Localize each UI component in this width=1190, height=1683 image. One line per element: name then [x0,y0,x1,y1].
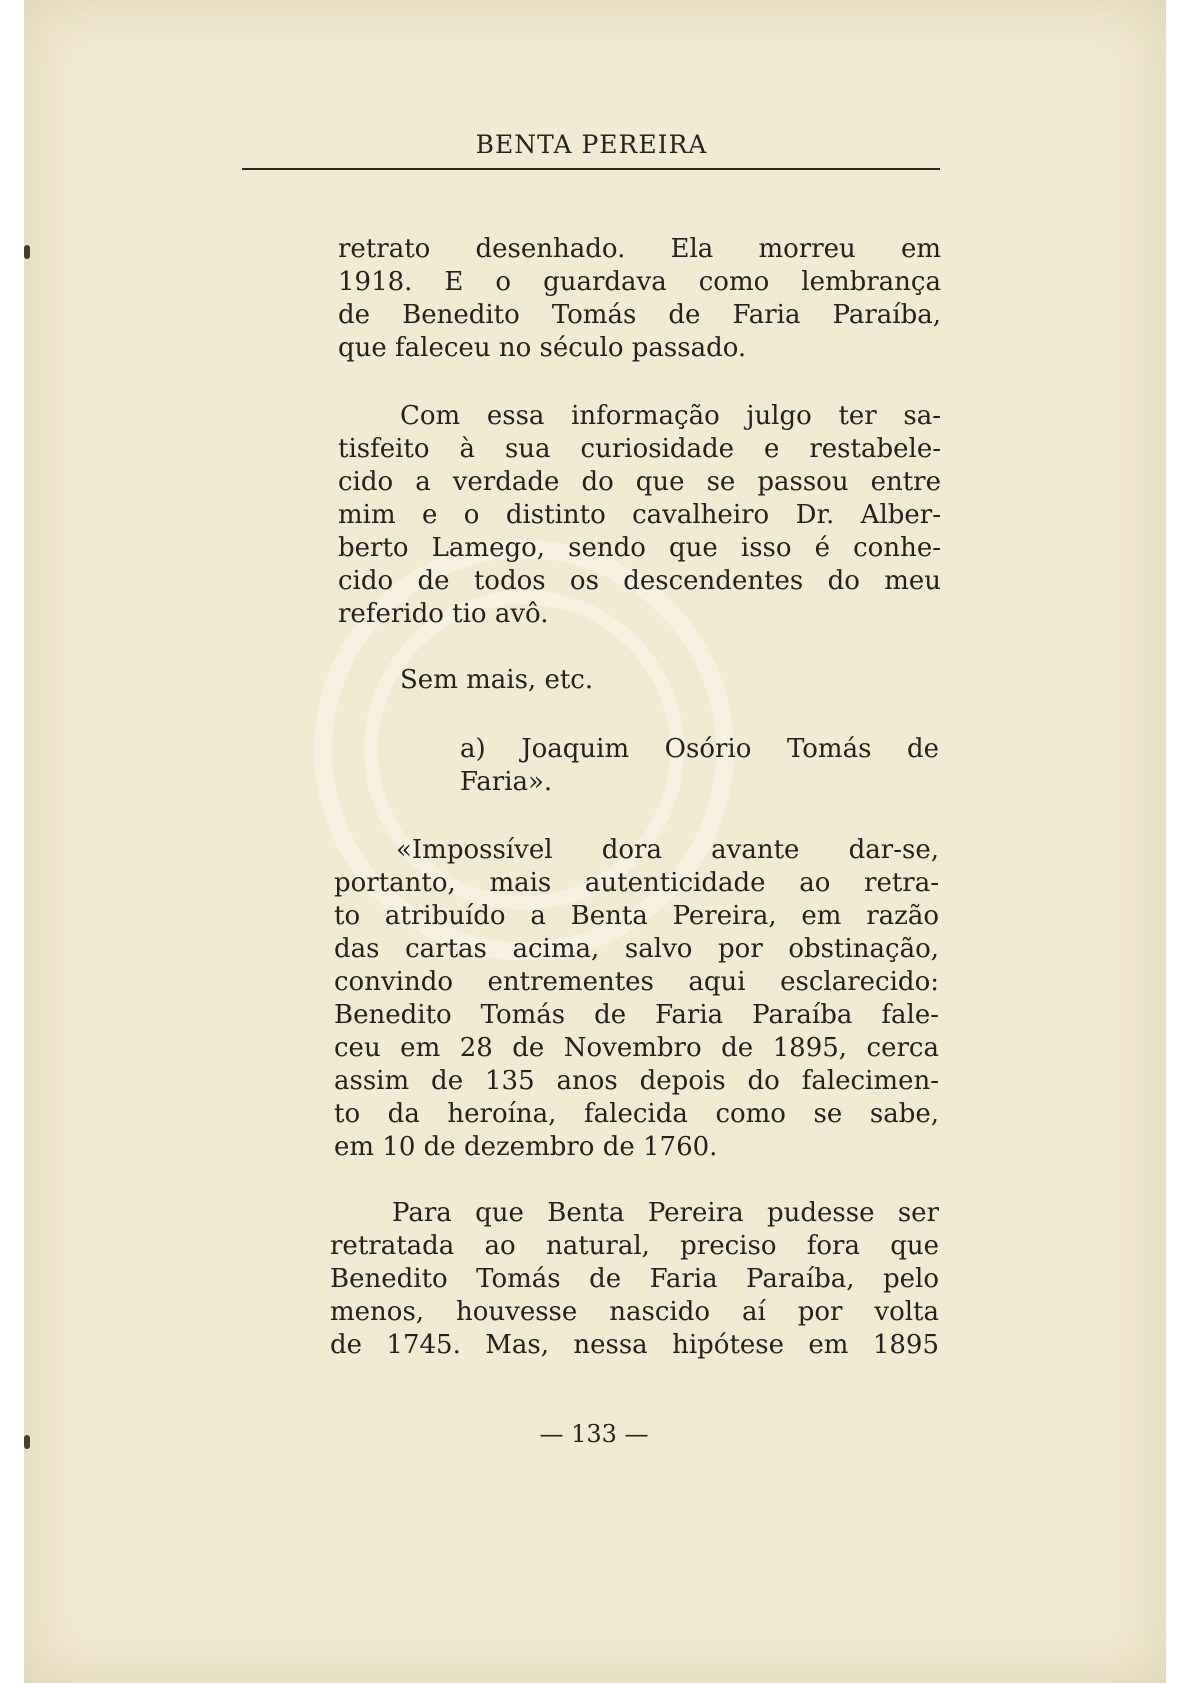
text-line: Faria». [460,767,553,797]
paragraph-5 [334,834,939,1164]
paragraph-3 [338,664,941,697]
text-line: Benedito Tomás de Faria Paraíba fale- [334,1000,939,1030]
paragraph-1 [338,233,941,365]
paragraph-6 [330,1197,939,1362]
margin-mark-top [24,245,30,259]
text-line: «Impossível dora avante dar-se, [396,835,939,865]
margin-mark-bottom [24,1435,30,1449]
text-line: das cartas acima, salvo por obstinação, [334,934,939,964]
text-line: a) Joaquim Osório Tomás de [460,734,939,764]
text-line: Com essa informação julgo ter sa- [400,401,941,431]
text-line: 1918. E o guardava como lembrança [338,267,941,297]
text-line: to atribuído a Benta Pereira, em razão [334,901,939,931]
text-line: retrato desenhado. Ela morreu em [338,234,941,264]
text-line: Benedito Tomás de Faria Paraíba, pelo [330,1264,939,1294]
text-line: ceu em 28 de Novembro de 1895, cerca [334,1033,939,1063]
signature-block [338,733,939,799]
text-line: menos, houvesse nascido aí por volta [330,1297,939,1327]
text-line: de Benedito Tomás de Faria Paraíba, [338,300,941,330]
text-line: Sem mais, etc. [400,665,594,695]
page-number: — 133 — [539,1420,649,1448]
text-line: to da heroína, falecida como se sabe, [334,1099,939,1129]
text-line: de 1745. Mas, nessa hipótese em 1895 [330,1330,939,1360]
text-line: tisfeito à sua curiosidade e restabele- [338,434,941,464]
text-line: referido tio avô. [338,599,549,629]
text-line: em 10 de dezembro de 1760. [334,1132,718,1162]
running-head-rule [242,168,940,170]
text-line: mim e o distinto cavalheiro Dr. Alber- [338,500,941,530]
text-line: convindo entrementes aqui esclarecido: [334,967,939,997]
text-line: assim de 135 anos depois do falecimen- [334,1066,939,1096]
paragraph-2 [338,400,941,631]
text-line: cido de todos os descendentes do meu [338,566,941,596]
running-head: BENTA PEREIRA [475,130,708,159]
text-line: retratada ao natural, preciso fora que [330,1231,939,1261]
text-line: Para que Benta Pereira pudesse ser [392,1198,939,1228]
text-line: berto Lamego, sendo que isso é conhe- [338,533,941,563]
book-page [24,0,1166,1683]
text-line: cido a verdade do que se passou entre [338,467,941,497]
text-line: que faleceu no século passado. [338,333,747,363]
text-line: portanto, mais autenticidade ao retra- [334,868,939,898]
